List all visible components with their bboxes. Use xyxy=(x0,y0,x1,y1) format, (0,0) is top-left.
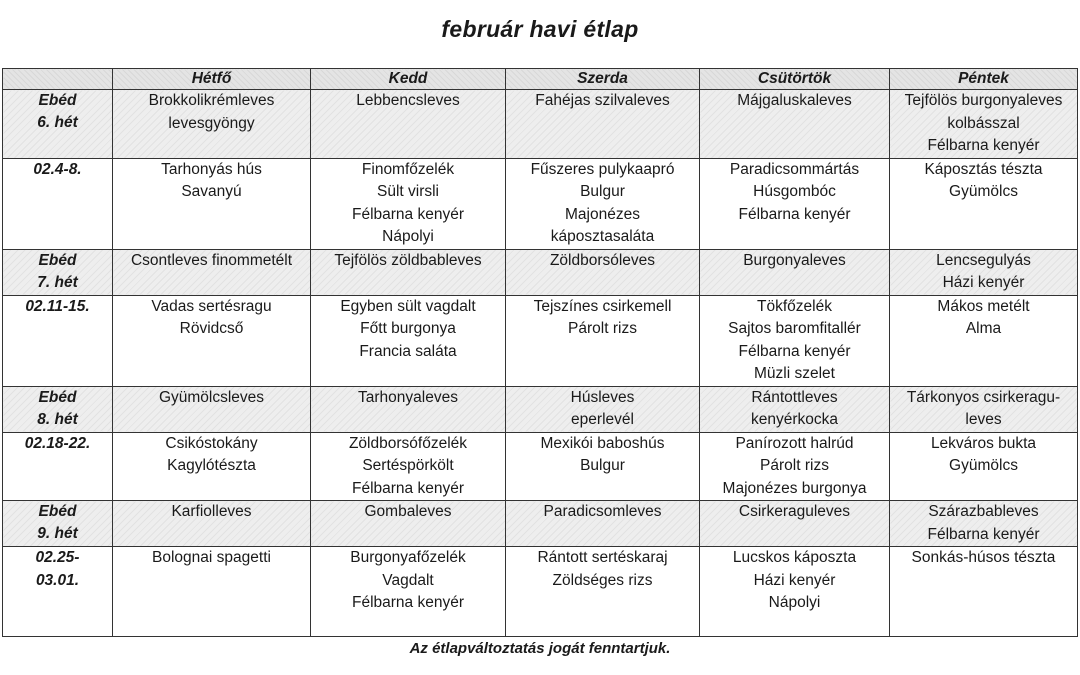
main-cell-thursday xyxy=(700,432,890,501)
footer-note: Az étlapváltoztatás jogát fenntartjuk. xyxy=(409,640,671,657)
header-day-monday: Hétfő xyxy=(113,69,311,90)
menu-item: Tejszínes csirkemell xyxy=(533,297,672,315)
soup-cell-wednesday xyxy=(506,501,700,547)
main-course-row xyxy=(3,547,1078,637)
menu-item: Lekváros bukta xyxy=(930,434,1037,452)
menu-item: Majonézes burgonya xyxy=(722,479,867,497)
week-date-range: 02.25- 03.01. xyxy=(3,547,113,637)
menu-item: Majonézes xyxy=(565,205,640,223)
menu-item: Tarhonyás hús xyxy=(161,160,262,178)
week-soup-label xyxy=(3,249,113,295)
soup-row xyxy=(3,90,1078,159)
menu-item: Félbarna kenyér xyxy=(351,479,464,497)
week-date-range: 02.4-8. xyxy=(3,158,113,249)
soup-cell-monday xyxy=(113,249,311,295)
week-soup-label-line: Ebéd xyxy=(38,388,77,406)
menu-item: Csirkeraguleves xyxy=(738,503,851,520)
menu-item: Csikóstokány xyxy=(165,434,258,452)
menu-item: Párolt rizs xyxy=(568,320,637,337)
menu-item: Gyümölcs xyxy=(949,457,1018,474)
menu-item: Finomfőzelék xyxy=(361,160,455,178)
header-row xyxy=(3,69,1078,90)
soup-cell-tuesday xyxy=(311,90,506,159)
menu-item: Félbarna kenyér xyxy=(738,205,851,223)
menu-item: Félbarna kenyér xyxy=(738,342,851,360)
main-cell-tuesday xyxy=(311,158,506,249)
menu-item: Mákos metélt xyxy=(937,297,1030,315)
menu-item: Fahéjas szilvaleves xyxy=(535,92,670,109)
week-date-range: 02.11-15. xyxy=(3,295,113,386)
menu-item: Káposztás tészta xyxy=(924,160,1043,178)
menu-item: Májgaluskaleves xyxy=(737,92,852,109)
soup-row xyxy=(3,386,1078,432)
menu-item: Savanyú xyxy=(181,183,242,200)
menu-item: Húsleves xyxy=(570,388,635,406)
header-corner-cell xyxy=(3,69,113,90)
main-cell-wednesday xyxy=(506,432,700,501)
menu-item: Nápolyi xyxy=(768,594,821,611)
week-soup-label xyxy=(3,90,113,159)
menu-item: Tökfőzelék xyxy=(757,297,832,315)
menu-item: Paradicsommártás xyxy=(729,160,860,178)
main-cell-monday xyxy=(113,295,311,386)
main-cell-monday xyxy=(113,547,311,637)
menu-item: eperlevél xyxy=(571,411,634,428)
soup-cell-monday xyxy=(113,386,311,432)
menu-item: Bolognai spagetti xyxy=(152,549,271,566)
menu-item: Tárkonyos csirkeragu- xyxy=(906,388,1061,406)
menu-item: kolbásszal xyxy=(947,114,1020,132)
week-soup-label xyxy=(3,386,113,432)
menu-item: levesgyöngy xyxy=(168,114,255,132)
menu-item: Csontleves finommetélt xyxy=(130,251,293,269)
menu-item: Francia saláta xyxy=(359,342,457,360)
menu-item: Félbarna kenyér xyxy=(351,205,464,223)
menu-item: Párolt rizs xyxy=(760,457,829,474)
soup-cell-wednesday xyxy=(506,90,700,159)
menu-item: Zöldborsóleves xyxy=(549,251,656,269)
menu-item: Panírozott halrúd xyxy=(735,434,854,452)
menu-item: Házi kenyér xyxy=(942,274,1025,291)
week-soup-label xyxy=(3,501,113,547)
menu-table xyxy=(2,68,1078,637)
soup-cell-tuesday xyxy=(311,386,506,432)
week-soup-label-line: Ebéd xyxy=(38,92,77,109)
week-soup-label-line: Ebéd xyxy=(38,503,77,520)
menu-item: Bulgur xyxy=(580,457,625,474)
menu-item: Sajtos baromfitallér xyxy=(728,320,861,337)
menu-item: Szárazbableves xyxy=(928,503,1039,520)
menu-item: Paradicsomleves xyxy=(543,503,662,520)
menu-item: Brokkolikrémleves xyxy=(148,92,275,109)
soup-cell-thursday xyxy=(700,386,890,432)
main-course-row xyxy=(3,158,1078,249)
menu-item: Fűszeres pulykaapró xyxy=(530,160,675,178)
header-day-wednesday: Szerda xyxy=(506,69,700,90)
main-cell-friday xyxy=(890,295,1078,386)
menu-item: Sonkás-húsos tészta xyxy=(911,549,1056,566)
menu-item: Rántottleves xyxy=(751,388,838,406)
main-cell-friday xyxy=(890,547,1078,637)
menu-item: Rántott sertéskaraj xyxy=(537,549,668,566)
menu-item: Vagdalt xyxy=(382,571,434,589)
menu-item: Húsgombóc xyxy=(753,183,836,200)
menu-item: Gombaleves xyxy=(364,503,452,520)
soup-cell-monday xyxy=(113,90,311,159)
main-cell-tuesday xyxy=(311,547,506,637)
menu-item: Gyümölcs xyxy=(949,183,1018,200)
menu-item: Burgonyafőzelék xyxy=(350,549,466,566)
menu-item: Rövidcső xyxy=(179,320,244,337)
main-cell-monday xyxy=(113,158,311,249)
soup-cell-tuesday xyxy=(311,501,506,547)
menu-item: Müzli szelet xyxy=(754,365,835,382)
main-course-row xyxy=(3,432,1078,501)
menu-item: Főtt burgonya xyxy=(360,320,456,337)
menu-item: kenyérkocka xyxy=(750,411,838,428)
soup-cell-friday xyxy=(890,90,1078,159)
menu-item: Tejfölös burgonyaleves xyxy=(904,92,1063,109)
main-cell-thursday xyxy=(700,158,890,249)
menu-item: Karfiolleves xyxy=(171,503,252,520)
menu-item: Tejfölös zöldbableves xyxy=(334,251,482,269)
week-date-range: 02.18-22. xyxy=(3,432,113,501)
menu-item: Félbarna kenyér xyxy=(927,137,1040,154)
week-soup-label-line: Ebéd xyxy=(38,251,77,269)
soup-cell-thursday xyxy=(700,501,890,547)
main-cell-thursday xyxy=(700,547,890,637)
main-cell-wednesday xyxy=(506,158,700,249)
main-cell-monday xyxy=(113,432,311,501)
main-cell-tuesday xyxy=(311,432,506,501)
main-course-row xyxy=(3,295,1078,386)
menu-item: Burgonyaleves xyxy=(743,251,846,269)
soup-cell-monday xyxy=(113,501,311,547)
header-day-friday: Péntek xyxy=(890,69,1078,90)
menu-item: Bulgur xyxy=(580,183,625,200)
menu-item: Lucskos káposzta xyxy=(732,549,857,566)
menu-item: Félbarna kenyér xyxy=(927,525,1040,543)
menu-item: Mexikói baboshús xyxy=(540,434,665,452)
soup-cell-friday xyxy=(890,386,1078,432)
menu-item: Gyümölcsleves xyxy=(158,388,265,406)
soup-cell-wednesday xyxy=(506,386,700,432)
main-cell-tuesday xyxy=(311,295,506,386)
page-title: február havi étlap xyxy=(441,16,639,42)
soup-cell-wednesday xyxy=(506,249,700,295)
soup-cell-thursday xyxy=(700,249,890,295)
soup-row xyxy=(3,249,1078,295)
menu-item: Egyben sült vagdalt xyxy=(340,297,476,315)
menu-item: Sertéspörkölt xyxy=(362,457,454,474)
menu-item: Lencsegulyás xyxy=(936,251,1031,269)
menu-item: Nápolyi xyxy=(382,228,434,245)
main-cell-thursday xyxy=(700,295,890,386)
menu-item: Lebbencsleves xyxy=(356,92,460,109)
soup-row xyxy=(3,501,1078,547)
soup-cell-friday xyxy=(890,501,1078,547)
menu-item: Vadas sertésragu xyxy=(151,297,272,315)
week-soup-label-line: 9. hét xyxy=(37,525,78,542)
week-soup-label-line: 8. hét xyxy=(37,410,78,428)
main-cell-wednesday xyxy=(506,295,700,386)
menu-item: Alma xyxy=(965,320,1002,337)
soup-cell-thursday xyxy=(700,90,890,159)
header-day-thursday: Csütörtök xyxy=(700,69,890,90)
header-day-tuesday: Kedd xyxy=(311,69,506,90)
menu-item: Sült virsli xyxy=(376,183,439,200)
menu-item: Félbarna kenyér xyxy=(351,594,464,611)
menu-item: Házi kenyér xyxy=(753,571,836,589)
menu-item: Zöldséges rizs xyxy=(552,571,653,589)
soup-cell-tuesday xyxy=(311,249,506,295)
menu-item: káposztasaláta xyxy=(550,228,655,245)
menu-item: leves xyxy=(965,411,1002,428)
menu-item: Kagylótészta xyxy=(167,457,256,474)
soup-cell-friday xyxy=(890,249,1078,295)
main-cell-friday xyxy=(890,432,1078,501)
menu-item: Zöldborsófőzelék xyxy=(348,434,468,452)
main-cell-wednesday xyxy=(506,547,700,637)
menu-item: Tarhonyaleves xyxy=(358,388,458,406)
main-cell-friday xyxy=(890,158,1078,249)
week-soup-label-line: 7. hét xyxy=(37,273,78,291)
week-soup-label-line: 6. hét xyxy=(37,114,78,131)
